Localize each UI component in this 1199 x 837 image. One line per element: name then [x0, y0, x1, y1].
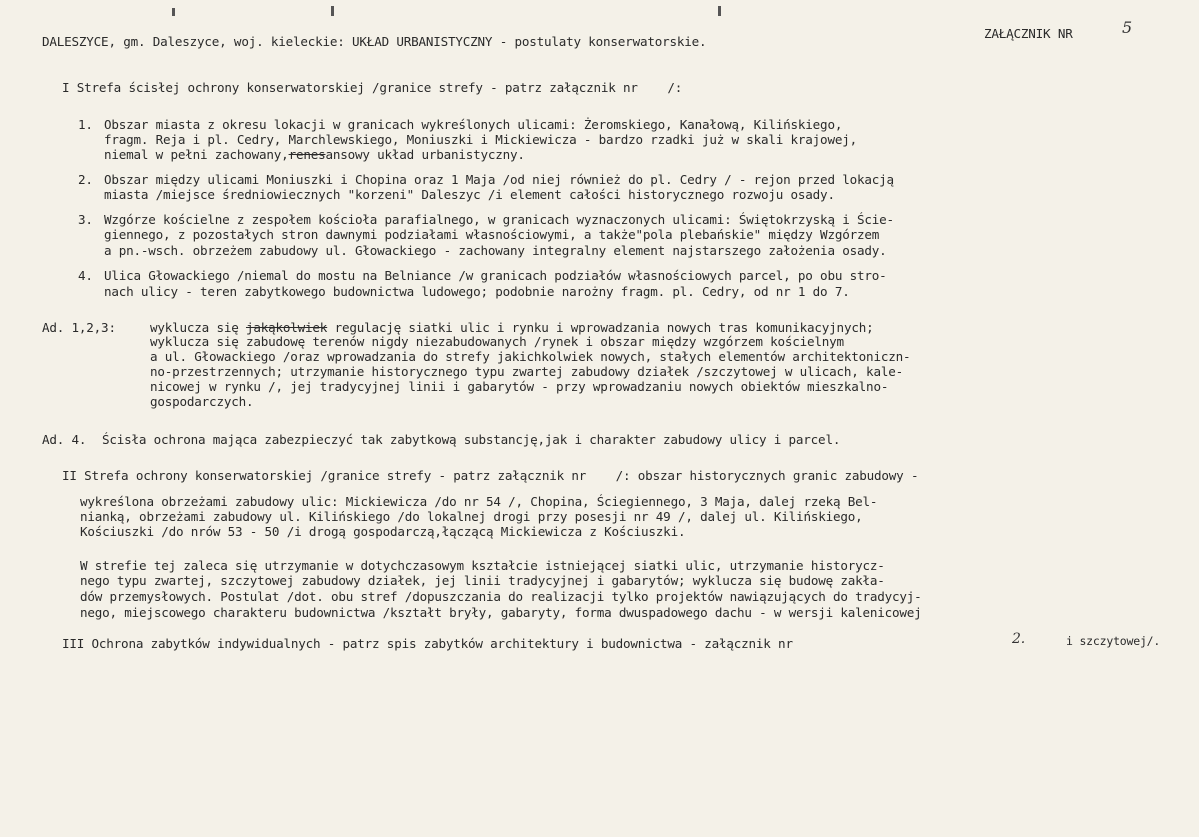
ad-line: nicowej w rynku /, jej tradycyjnej linii i gabarytów - przy wprowadzaniu nowych obiektów mieszkalno-	[150, 379, 889, 394]
annex-number-handwritten: 5	[1122, 18, 1132, 37]
ad-line	[150, 320, 873, 335]
struck-text: jakąkolwiek	[245, 320, 328, 335]
ad-line: a ul. Głowackiego /oraz wprowadzania do strefy jakichkolwiek nowych, stałych elementów architektoniczn-	[150, 349, 911, 364]
zone2-paragraph-line: W strefie tej zaleca się utrzymanie w dotychczasowym kształcie istniejącej siatki ulic, utrzymanie historycz-	[80, 558, 885, 573]
item-line	[104, 147, 525, 162]
zone3-annex-number-handwritten: 2.	[1012, 631, 1025, 647]
zone2-paragraph-line: nego typu zwartej, szczytowej zabudowy działek, jej linii tradycyjnej i gabarytów; wyklucza się budowę zakła-	[80, 573, 885, 588]
ad-label: Ad. 1,2,3:	[42, 320, 116, 335]
item-line: a pn.-wsch. obrzeżem zabudowy ul. Głowackiego - zachowany integralny element najstarszego założenia osady.	[104, 243, 887, 258]
ad-text: regulację siatki ulic i rynku i wprowadzania nowych tras komunikacyjnych;	[334, 320, 874, 335]
item-line: giennego, z pozostałych stron dawnymi podziałami własnościowymi, a także"pola plebańskie" między Wzgórzem	[104, 227, 880, 242]
zone3-insert: i szczytowej/.	[1066, 634, 1161, 648]
item-line: Wzgórze kościelne z zespołem kościoła parafialnego, w granicach wyznaczonych ulicami: Świętokrzyską i Ście-	[104, 212, 894, 227]
ad-text: wyklucza się	[150, 320, 239, 335]
punch-mark	[331, 6, 334, 16]
zone2-paragraph-line: nego, miejscowego charakteru budownictwa /kształt bryły, gabaryty, forma dwuspadowego dachu - w wersji kalenicowej	[80, 605, 922, 620]
item-line: nach ulicy - teren zabytkowego budownictwa ludowego; podobnie narożny fragm. pl. Cedry, od nr 1 do 7.	[104, 284, 850, 299]
zone2-heading: II Strefa ochrony konserwatorskiej /granice strefy - patrz załącznik nr /: obszar historycznych granic zabudowy -	[62, 468, 919, 483]
item-line: Ulica Głowackiego /niemal do mostu na Belniance /w granicach podziałów własnościowych parcel, po obu stro-	[104, 268, 887, 283]
zone2-line: wykreślona obrzeżami zabudowy ulic: Mickiewicza /do nr 54 /, Chopina, Ściegiennego, 3 Maja, dalej rzeką Bel-	[80, 494, 878, 509]
ad-line: wyklucza się zabudowę terenów nigdy niezabudowanych /rynek i obszar między wzgórzem kościelnym	[150, 334, 844, 349]
item-text: niemal w pełni zachowany,	[104, 147, 289, 162]
item-line: Obszar miasta z okresu lokacji w granicach wykreślonych ulicami: Żeromskiego, Kanałową, Kilińskiego,	[104, 117, 843, 132]
zone1-heading: I Strefa ścisłej ochrony konserwatorskiej /granice strefy - patrz załącznik nr /:	[62, 80, 683, 95]
ad-line: gospodarczych.	[150, 394, 254, 409]
zone2-line: nianką, obrzeżami zabudowy ul. Kilińskiego /do lokalnej drogi przy posesji nr 49 /, dalej ul. Kilińskiego,	[80, 509, 863, 524]
ad-line: no-przestrzennych; utrzymanie historycznego typu zwartej zabudowy działek /szczytowej w ulicach, kale-	[150, 364, 903, 379]
annex-label: ZAŁĄCZNIK NR	[984, 26, 1073, 41]
item-number: 1.	[78, 117, 93, 132]
zone2-paragraph-line: dów przemysłowych. Postulat /dot. obu stref /dopuszczania do realizacji tylko projektów nawiązujących do tradycyj-	[80, 589, 922, 604]
item-line: fragm. Reja i pl. Cedry, Marchlewskiego, Moniuszki i Mickiewicza - bardzo rzadki już w skali krajowej,	[104, 132, 857, 147]
document-title: DALESZYCE, gm. Daleszyce, woj. kieleckie: UKŁAD URBANISTYCZNY - postulaty konserwatorskie.	[42, 34, 707, 49]
ad-line: Ścisła ochrona mająca zabezpieczyć tak zabytkową substancję,jak i charakter zabudowy ulicy i parcel.	[102, 432, 841, 447]
item-line: Obszar między ulicami Moniuszki i Chopina oraz 1 Maja /od niej również do pl. Cedry / - rejon przed lokacją	[104, 172, 894, 187]
item-number: 3.	[78, 212, 93, 227]
punch-mark	[718, 6, 721, 16]
item-number: 2.	[78, 172, 93, 187]
ad-label: Ad. 4.	[42, 432, 87, 447]
zone2-line: Kościuszki /do nrów 53 - 50 /i drogą gospodarczą,łączącą Mickiewicza z Kościuszki.	[80, 524, 686, 539]
item-number: 4.	[78, 268, 93, 283]
punch-mark	[172, 8, 175, 16]
zone3-heading: III Ochrona zabytków indywidualnych - patrz spis zabytków architektury i budownictwa - załącznik nr	[62, 636, 793, 651]
struck-text: renes	[288, 147, 326, 162]
item-line: miasta /miejsce średniowiecznych "korzeni" Daleszyc /i element całości historycznego rozwoju osady.	[104, 187, 835, 202]
item-text: ansowy układ urbanistyczny.	[325, 147, 525, 162]
